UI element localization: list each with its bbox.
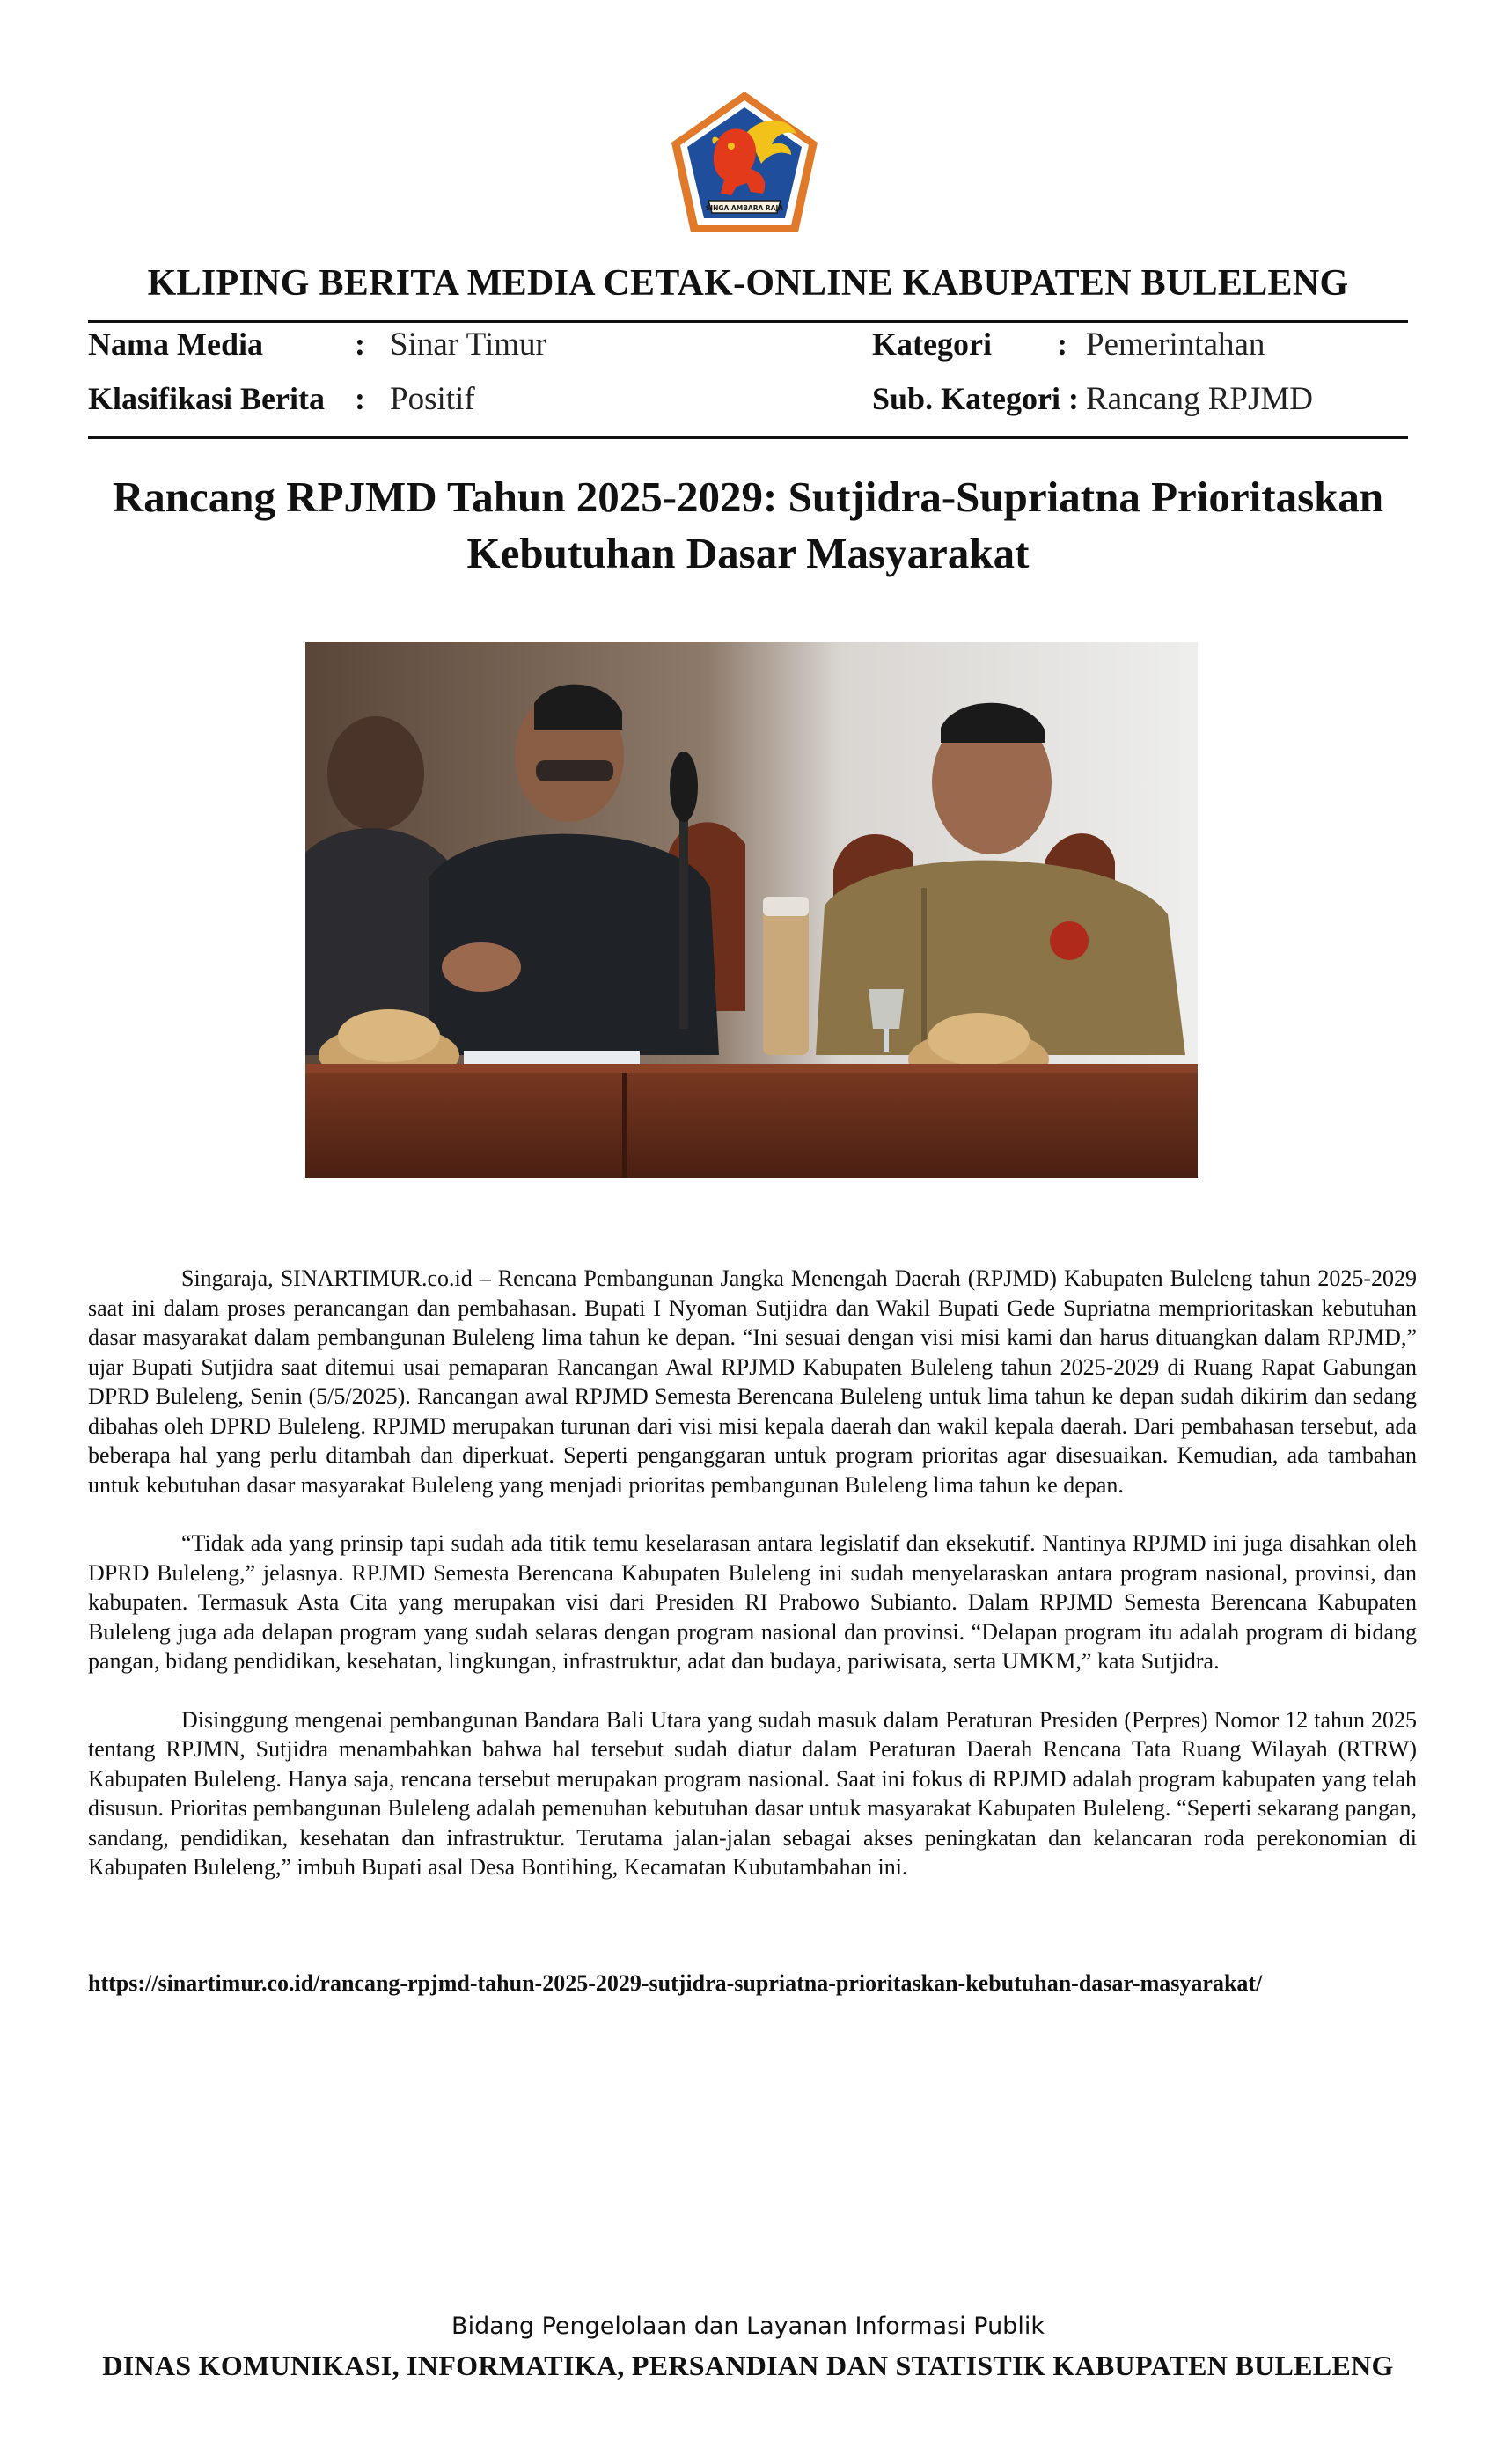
nama-media-value: Sinar Timur: [390, 326, 546, 363]
document-header-title: KLIPING BERITA MEDIA CETAK-ONLINE KABUPATEN BULELENG: [147, 263, 1349, 304]
article-title: Rancang RPJMD Tahun 2025-2029: Sutjidra-Supriatna Prioritaskan Kebutuhan Dasar Masyarakat: [112, 473, 1384, 577]
klasifikasi-colon: :: [355, 381, 365, 416]
article-paragraph: “Tidak ada yang prinsip tapi sudah ada titik temu keselarasan antara legislatif dan eksekutif. Nantinya RPJMD ini juga disahkan oleh DPRD Buleleng,” jelasnya. RPJMD Semesta Berencana Kabupaten Buleleng ini sudah menyelaraskan antara program nasional, provinsi, dan kabupaten. Termasuk Asta Cita yang merupakan visi dari Presiden RI Prabowo Subianto. Dalam RPJMD Semesta Berencana Kabupaten Buleleng juga ada delapan program yang sudah selaras dengan program nasional dan provinsi. “Delapan program itu adalah program di bidang pangan, bidang pendidikan, kesehatan, lingkungan, infrastruktur, adat dan budaya, pariwisata, serta UMKM,” kata Sutjidra.: [88, 1530, 1417, 1674]
article-photo: [305, 642, 1198, 1178]
sub-kategori-value: Rancang RPJMD: [1086, 381, 1313, 417]
article-body: [88, 1264, 1417, 1911]
footer-division: Bidang Pengelolaan dan Layanan Informasi Publik: [451, 2313, 1045, 2340]
article-paragraph: Disinggung mengenai pembangunan Bandara Bali Utara yang sudah masuk dalam Peraturan Presiden (Perpres) Nomor 12 tahun 2025 tentang RPJMN, Sutjidra menambahkan bahwa hal tersebut sudah diatur dalam Peraturan Daerah Rencana Tata Ruang Wilayah (RTRW) Kabupaten Buleleng. Hanya saja, rencana tersebut merupakan program nasional. Saat ini fokus di RPJMD adalah program kabupaten yang telah disusun. Prioritas pembangunan Buleleng adalah pemenuhan kebutuhan dasar untuk masyarakat Kabupaten Buleleng. “Seperti sekarang pangan, sandang, pendidikan, kesehatan dan infrastruktur. Terutama jalan-jalan sebagai akses peningkatan dan kelancaran roda perekonomian di Kabupaten Buleleng,” imbuh Bupati asal Desa Bontihing, Kecamatan Kubutambahan ini.: [88, 1706, 1417, 1880]
meta-row-media: [88, 326, 1408, 370]
sub-kategori-label: Sub. Kategori :: [872, 381, 1080, 416]
article-paragraph: Singaraja, SINARTIMUR.co.id – Rencana Pembangunan Jangka Menengah Daerah (RPJMD) Kabupaten Buleleng tahun 2025-2029 saat ini dalam proses perancangan dan pembahasan. Bupati I Nyoman Sutjidra dan Wakil Bupati Gede Supriatna memprioritaskan kebutuhan dasar masyarakat dalam pembangunan Buleleng lima tahun ke depan. “Ini sesuai dengan visi misi kami dan harus dituangkan dalam RPJMD,” ujar Bupati Sutjidra saat ditemui usai pemaparan Rancangan Awal RPJMD Kabupaten Buleleng tahun 2025-2029 di Ruang Rapat Gabungan DPRD Buleleng, Senin (5/5/2025). Rancangan awal RPJMD Semesta Berencana Buleleng untuk lima tahun ke depan sudah dikirim dan sedang dibahas oleh DPRD Buleleng. RPJMD merupakan turunan dari visi misi kepala daerah dan wakil kepala daerah. Dari pembahasan tersebut, ada beberapa hal yang perlu ditambah dan diperkuat. Seperti penganggaran untuk program prioritas agar disesuaikan. Kemudian, ada tambahan untuk kebutuhan dasar masyarakat Buleleng yang menjadi prioritas pembangunan Buleleng lima tahun ke depan.: [88, 1265, 1417, 1498]
meta-row-klasifikasi: [88, 380, 1408, 424]
klasifikasi-value: Positif: [390, 381, 475, 417]
klasifikasi-label: Klasifikasi Berita: [88, 381, 325, 416]
kategori-colon: :: [1057, 326, 1067, 362]
kategori-label: Kategori: [872, 326, 992, 362]
footer-agency: DINAS KOMUNIKASI, INFORMATIKA, PERSANDIAN DAN STATISTIK KABUPATEN BULELENG: [102, 2350, 1394, 2381]
header-divider-top: [88, 320, 1408, 323]
source-url-link[interactable]: https://sinartimur.co.id/rancang-rpjmd-tahun-2025-2029-sutjidra-supriatna-prioritaskan-kebutuhan-dasar-masyarakat/: [88, 1970, 1263, 1996]
kategori-value: Pemerintahan: [1086, 326, 1265, 363]
nama-media-colon: :: [355, 326, 365, 362]
nama-media-label: Nama Media: [88, 326, 263, 362]
buleleng-crest-icon: [666, 88, 823, 236]
logo-motto: SINGA AMBARA RAJA: [705, 204, 784, 212]
header-divider-bottom: [88, 436, 1408, 439]
